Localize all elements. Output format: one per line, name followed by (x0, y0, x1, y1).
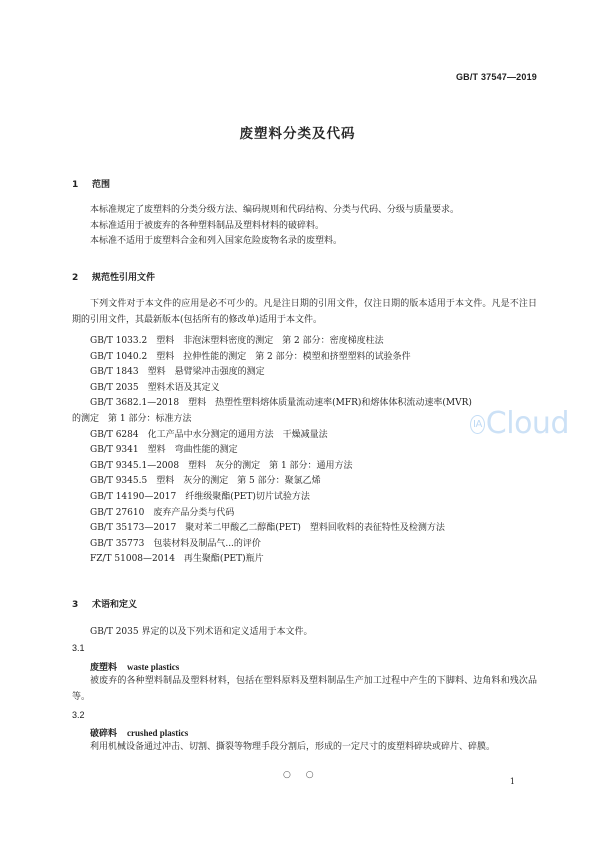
term-name (90, 660, 179, 673)
section-2-heading (72, 270, 155, 283)
term-name-zh: 废塑料 (90, 663, 118, 673)
term-number: 3.2 (72, 710, 85, 720)
reference-list (90, 334, 537, 568)
reference-item: GB/T 35773 包装材料及制品气...的评价 (90, 538, 261, 549)
section-2-intro (72, 297, 537, 328)
section-1-body (72, 203, 537, 250)
reference-item: GB/T 1843 塑料 悬臂梁冲击强度的测定 (90, 367, 265, 378)
reference-item: GB/T 1033.2 塑料 非泡沫塑料密度的测定 第 2 部分：密度梯度柱法 (90, 336, 384, 346)
reference-item: GB/T 14190—2017 纤维级聚酯(PET)切片试验方法 (90, 491, 310, 502)
paragraph: 本标准适用于被废弃的各种塑料制品及塑料材料的破碎料。 (90, 220, 325, 231)
reference-item: GB/T 3682.1—2018 塑料 热塑性塑料熔体质量流动速率(MFR)和熔体体积流动速率(MVR) (90, 398, 472, 409)
paragraph: 本标准不适用于废塑料合金和列入国家危险废物名录的废塑料。 (90, 236, 343, 247)
watermark-badge-icon: IA (470, 415, 485, 434)
paragraph: 下列文件对于本文件的应用是必不可少的。凡是注日期的引用文件，仅注日期的版本适用于本文件。凡是不注日期的引用文件，其最新版本(包括所有的修改单)适用于本文件。 (72, 299, 537, 325)
term-name-zh: 破碎料 (90, 729, 118, 739)
watermark-logo (470, 406, 569, 441)
section-number: 3 (72, 600, 79, 610)
section-1-heading (72, 177, 110, 190)
reference-item: GB/T 9345.5 塑料 灰分的测定 第 5 部分：聚氯乙烯 (90, 476, 321, 487)
section-number: 1 (72, 180, 79, 190)
reference-item: FZ/T 51008—2014 再生聚酯(PET)瓶片 (90, 554, 264, 565)
footer-marks: ○ ○ (283, 770, 320, 780)
section-title: 术语和定义 (92, 600, 138, 610)
section-title: 规范性引用文件 (92, 273, 156, 283)
paragraph: 利用机械设备通过冲击、切割、撕裂等物理手段分割后，形成的一定尺寸的废塑料碎块或碎片、碎膜。 (90, 742, 496, 752)
term-definition (72, 740, 537, 756)
watermark-text: Cloud (485, 406, 569, 441)
section-3-intro (72, 625, 537, 641)
reference-item: GB/T 9341 塑料 弯曲性能的测定 (90, 445, 238, 456)
term-name (90, 726, 188, 739)
reference-item: GB/T 1040.2 塑料 拉伸性能的测定 第 2 部分：模塑和挤塑塑料的试验条件 (90, 351, 411, 362)
standard-number: GB/T 37547—2019 (455, 72, 537, 82)
reference-item: GB/T 35173—2017 聚对苯二甲酸乙二醇酯(PET) 塑料回收料的表征特性及检测方法 (90, 523, 445, 534)
page-number: 1 (509, 777, 515, 786)
section-3-heading (72, 597, 137, 610)
term-definition (72, 674, 537, 705)
reference-item: GB/T 2035 塑料术语及其定义 (90, 382, 220, 393)
section-title: 范围 (92, 180, 111, 190)
paragraph: 本标准规定了废塑料的分类分级方法、编码规则和代码结构、分类与代码、分级与质量要求。 (90, 205, 460, 215)
section-number: 2 (72, 273, 79, 283)
document-title: 废塑料分类及代码 (239, 126, 356, 142)
paragraph: GB/T 2035 界定的以及下列术语和定义适用于本文件。 (90, 627, 313, 637)
reference-continuation: 的测定 第 1 部分：标准方法 (72, 414, 192, 424)
reference-item: GB/T 27610 废弃产品分类与代码 (90, 507, 235, 518)
reference-item: GB/T 6284 化工产品中水分测定的通用方法 干燥减量法 (90, 429, 328, 440)
term-name-en: crushed plastics (127, 728, 189, 738)
paragraph: 被废弃的各种塑料制品及塑料材料，包括在塑料原料及塑料制品生产加工过程中产生的下脚料、边角料和残次品等。 (72, 676, 537, 702)
term-name-en: waste plastics (127, 662, 180, 672)
reference-item: GB/T 9345.1—2008 塑料 灰分的测定 第 1 部分：通用方法 (90, 460, 353, 471)
term-number: 3.1 (72, 643, 85, 653)
